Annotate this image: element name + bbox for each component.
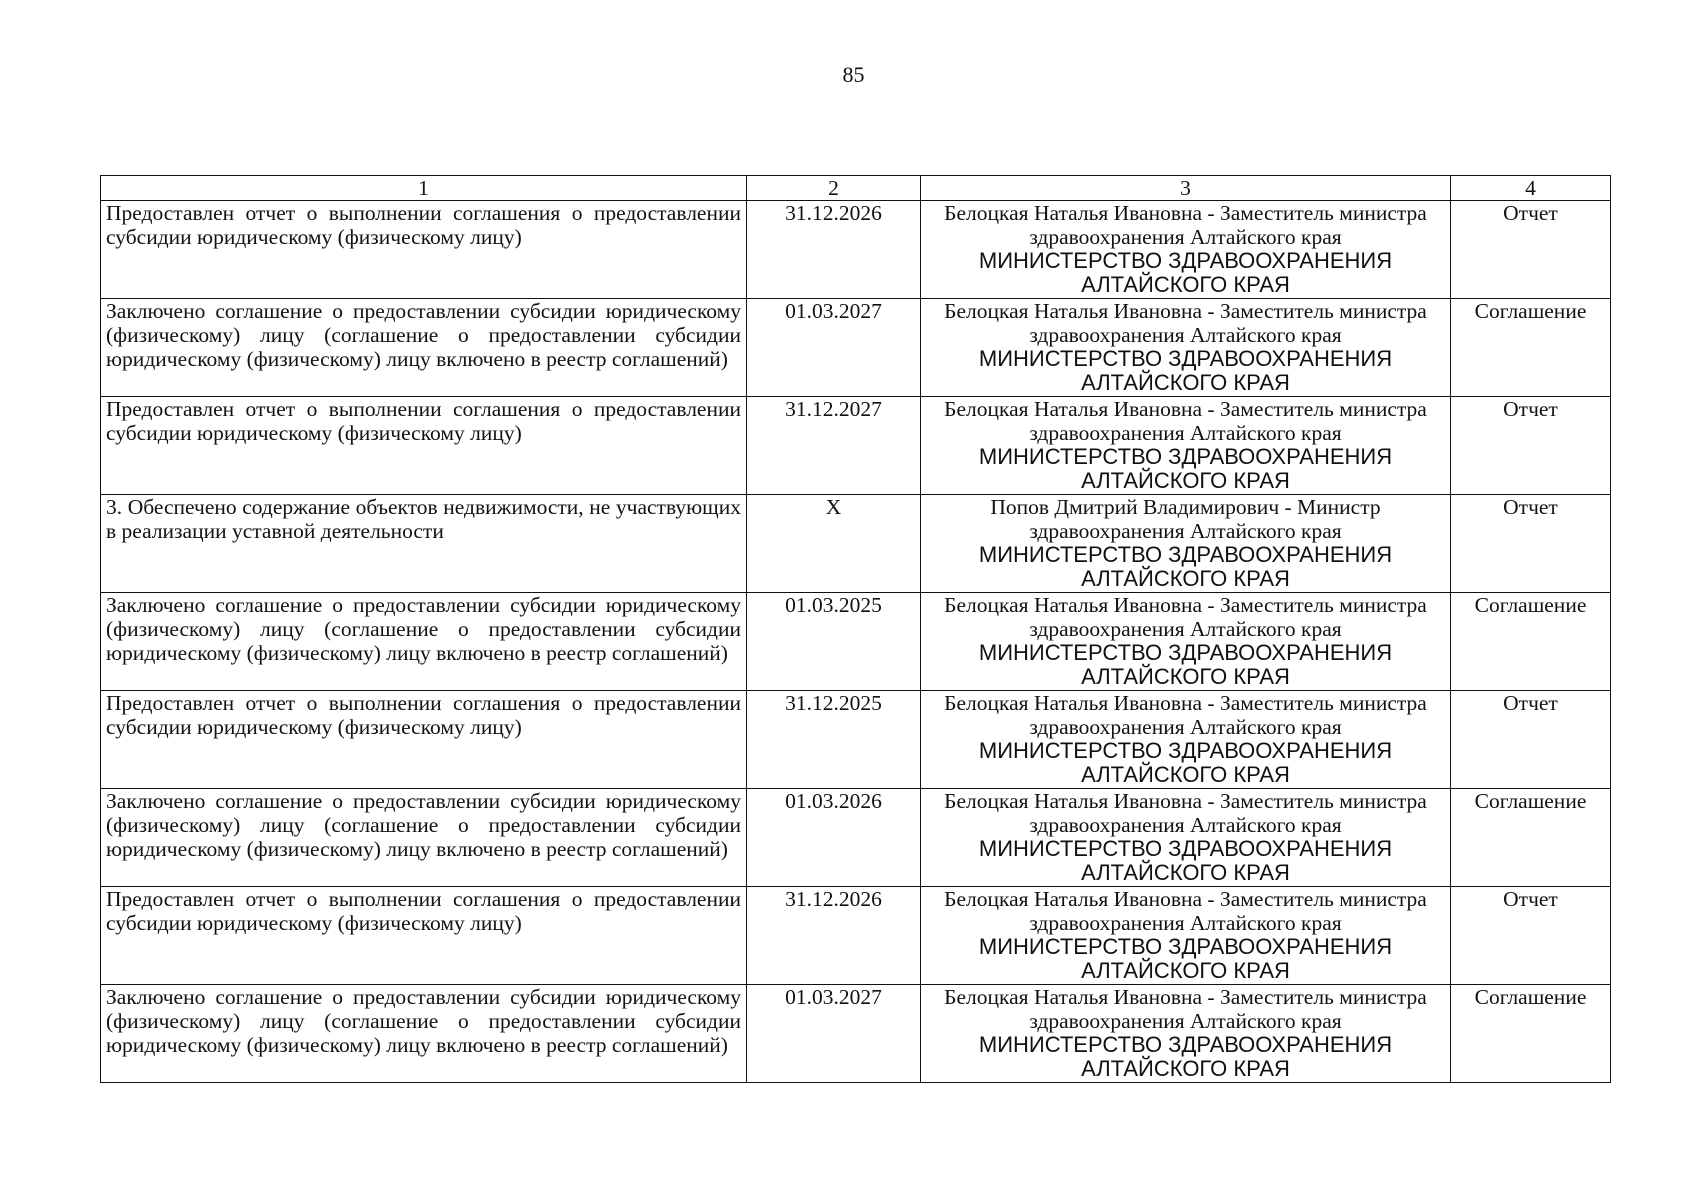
document-type-cell: Соглашение: [1451, 593, 1611, 691]
event-cell: Заключено соглашение о предоставлении субсидии юридическому (физическому) лицу (соглашение о предоставлении субсидии юридическому (физическому) лицу включено в реестр соглашений): [101, 789, 747, 887]
event-cell: Предоставлен отчет о выполнении соглашения о предоставлении субсидии юридическому (физическому лицу): [101, 691, 747, 789]
official-name: Белоцкая Наталья Ивановна - Заместитель министра здравоохранения Алтайского края: [944, 593, 1427, 641]
table-row: [101, 593, 1611, 691]
table-header-row: [101, 176, 1611, 201]
responsible-cell: [921, 691, 1451, 789]
responsible-cell: [921, 985, 1451, 1083]
table-row: [101, 887, 1611, 985]
date-cell: 01.03.2026: [747, 789, 921, 887]
date-cell: 01.03.2027: [747, 985, 921, 1083]
table-row: [101, 201, 1611, 299]
ministry-name: МИНИСТЕРСТВО ЗДРАВООХРАНЕНИЯ АЛТАЙСКОГО КРАЯ: [978, 836, 1393, 885]
event-cell: Заключено соглашение о предоставлении субсидии юридическому (физическому) лицу (соглашение о предоставлении субсидии юридическому (физическому) лицу включено в реестр соглашений): [101, 299, 747, 397]
table-row: [101, 397, 1611, 495]
ministry-name: МИНИСТЕРСТВО ЗДРАВООХРАНЕНИЯ АЛТАЙСКОГО КРАЯ: [978, 640, 1393, 689]
event-cell: Заключено соглашение о предоставлении субсидии юридическому (физическому) лицу (соглашение о предоставлении субсидии юридическому (физическому) лицу включено в реестр соглашений): [101, 985, 747, 1083]
date-cell: 31.12.2026: [747, 887, 921, 985]
date-cell: 31.12.2025: [747, 691, 921, 789]
column-header-3: 3: [921, 176, 1451, 201]
ministry-name: МИНИСТЕРСТВО ЗДРАВООХРАНЕНИЯ АЛТАЙСКОГО КРАЯ: [978, 444, 1393, 493]
document-type-cell: Отчет: [1451, 691, 1611, 789]
responsible-cell: [921, 789, 1451, 887]
page-number: 85: [842, 62, 865, 87]
table-body: [101, 201, 1611, 1083]
event-cell: Предоставлен отчет о выполнении соглашения о предоставлении субсидии юридическому (физическому лицу): [101, 397, 747, 495]
responsible-cell: [921, 495, 1451, 593]
document-type-cell: Отчет: [1451, 887, 1611, 985]
event-cell: 3. Обеспечено содержание объектов недвижимости, не участвующих в реализации уставной деятельности: [101, 495, 747, 593]
official-name: Белоцкая Наталья Ивановна - Заместитель министра здравоохранения Алтайского края: [944, 887, 1427, 935]
official-name: Попов Дмитрий Владимирович - Министр здравоохранения Алтайского края: [990, 495, 1381, 543]
table-row: [101, 789, 1611, 887]
column-header-4: 4: [1451, 176, 1611, 201]
responsible-cell: [921, 299, 1451, 397]
ministry-name: МИНИСТЕРСТВО ЗДРАВООХРАНЕНИЯ АЛТАЙСКОГО КРАЯ: [978, 346, 1393, 395]
date-cell: X: [747, 495, 921, 593]
document-type-cell: Соглашение: [1451, 789, 1611, 887]
document-type-cell: Соглашение: [1451, 299, 1611, 397]
date-cell: 01.03.2025: [747, 593, 921, 691]
official-name: Белоцкая Наталья Ивановна - Заместитель министра здравоохранения Алтайского края: [944, 789, 1427, 837]
table-row: [101, 495, 1611, 593]
table-row: [101, 691, 1611, 789]
events-table: [100, 175, 1611, 1083]
column-header-2: 2: [747, 176, 921, 201]
responsible-cell: [921, 201, 1451, 299]
ministry-name: МИНИСТЕРСТВО ЗДРАВООХРАНЕНИЯ АЛТАЙСКОГО КРАЯ: [978, 248, 1393, 297]
ministry-name: МИНИСТЕРСТВО ЗДРАВООХРАНЕНИЯ АЛТАЙСКОГО КРАЯ: [978, 1032, 1393, 1081]
document-type-cell: Соглашение: [1451, 985, 1611, 1083]
responsible-cell: [921, 887, 1451, 985]
official-name: Белоцкая Наталья Ивановна - Заместитель министра здравоохранения Алтайского края: [944, 397, 1427, 445]
official-name: Белоцкая Наталья Ивановна - Заместитель министра здравоохранения Алтайского края: [944, 691, 1427, 739]
ministry-name: МИНИСТЕРСТВО ЗДРАВООХРАНЕНИЯ АЛТАЙСКОГО КРАЯ: [978, 738, 1393, 787]
event-cell: Предоставлен отчет о выполнении соглашения о предоставлении субсидии юридическому (физическому лицу): [101, 201, 747, 299]
responsible-cell: [921, 593, 1451, 691]
document-type-cell: Отчет: [1451, 201, 1611, 299]
date-cell: 31.12.2027: [747, 397, 921, 495]
ministry-name: МИНИСТЕРСТВО ЗДРАВООХРАНЕНИЯ АЛТАЙСКОГО КРАЯ: [978, 934, 1393, 983]
document-type-cell: Отчет: [1451, 397, 1611, 495]
column-header-1: 1: [101, 176, 747, 201]
date-cell: 01.03.2027: [747, 299, 921, 397]
event-cell: Предоставлен отчет о выполнении соглашения о предоставлении субсидии юридическому (физическому лицу): [101, 887, 747, 985]
date-cell: 31.12.2026: [747, 201, 921, 299]
table-row: [101, 299, 1611, 397]
official-name: Белоцкая Наталья Ивановна - Заместитель министра здравоохранения Алтайского края: [944, 201, 1427, 249]
ministry-name: МИНИСТЕРСТВО ЗДРАВООХРАНЕНИЯ АЛТАЙСКОГО КРАЯ: [978, 542, 1393, 591]
official-name: Белоцкая Наталья Ивановна - Заместитель министра здравоохранения Алтайского края: [944, 985, 1427, 1033]
official-name: Белоцкая Наталья Ивановна - Заместитель министра здравоохранения Алтайского края: [944, 299, 1427, 347]
event-cell: Заключено соглашение о предоставлении субсидии юридическому (физическому) лицу (соглашение о предоставлении субсидии юридическому (физическому) лицу включено в реестр соглашений): [101, 593, 747, 691]
document-type-cell: Отчет: [1451, 495, 1611, 593]
table-row: [101, 985, 1611, 1083]
responsible-cell: [921, 397, 1451, 495]
